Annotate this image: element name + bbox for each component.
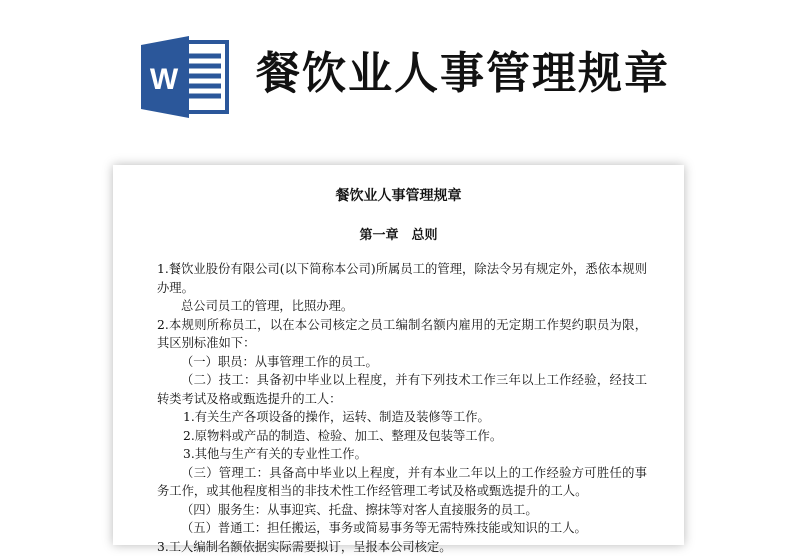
paragraph-management-worker: （三）管理工：具备高中毕业以上程度，并有本业二年以上的工作经验方可胜任的事务工作，或其他程度相当的非技术性工作经管理工考试及格或甄选提升的工人。 xyxy=(157,464,647,501)
chapter-heading: 第一章 总则 xyxy=(113,224,684,243)
paragraph-article-2: 2.本规则所称员工，以在本公司核定之员工编制名额内雇用的无定期工作契约职员为限，其区别标准如下： xyxy=(157,316,647,353)
document-title: 餐饮业人事管理规章 xyxy=(113,185,684,205)
paragraph-technician: （二）技工：具备初中毕业以上程度，并有下列技术工作三年以上工作经验，经技工转类考试及格或甄选提升的工人： xyxy=(157,371,647,408)
banner-title: 餐饮业人事管理规章 xyxy=(256,44,670,104)
paragraph-article-1-note: 总公司员工的管理，比照办理。 xyxy=(157,297,647,316)
word-icon-letter: W xyxy=(150,63,179,96)
paragraph-technician-item-1: 1.有关生产各项设备的操作，运转、制造及装修等工作。 xyxy=(157,408,647,427)
paragraph-general-worker: （五）普通工：担任搬运，事务或简易事务等无需特殊技能或知识的工人。 xyxy=(157,519,647,538)
document-page xyxy=(113,165,684,545)
document-body xyxy=(157,260,647,556)
banner xyxy=(0,0,800,150)
paragraph-staff: （一）职员：从事管理工作的员工。 xyxy=(157,353,647,372)
word-document-icon xyxy=(141,36,229,118)
paragraph-technician-item-3: 3.其他与生产有关的专业性工作。 xyxy=(157,445,647,464)
paragraph-service-staff: （四）服务生：从事迎宾、托盘、擦抹等对客人直接服务的员工。 xyxy=(157,501,647,520)
paragraph-article-1: 1.餐饮业股份有限公司(以下简称本公司)所属员工的管理，除法令另有规定外，悉依本规则办理。 xyxy=(157,260,647,297)
paragraph-technician-item-2: 2.原物料或产品的制造、检验、加工、整理及包装等工作。 xyxy=(157,427,647,446)
paragraph-article-3: 3.工人编制名额依据实际需要拟订，呈报本公司核定。 xyxy=(157,538,647,556)
